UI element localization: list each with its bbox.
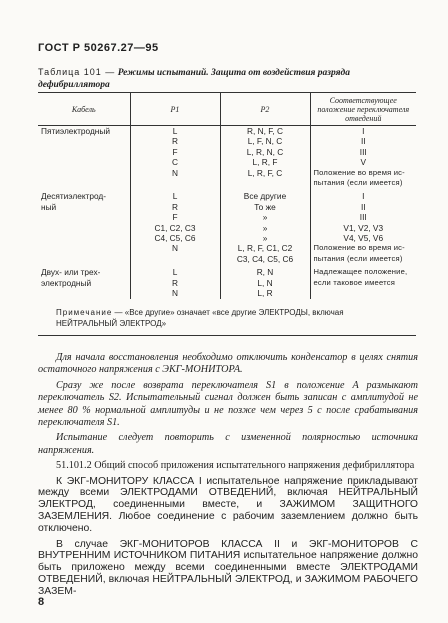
cell-cable: электродный [41,277,92,288]
table-row [38,157,416,167]
cell-cable [38,178,130,188]
cell-p1: F [130,147,220,157]
table-row [38,243,416,253]
paragraph: Сразу же после возврата переключателя S1 в положение A размыкают переключатель S2. Испытательный сигнал должен быть записан с амплитудой не менее 80 % нормальной амплитуды и не позже чем через 5 с после срабатывания переключателя S1. [38,379,418,429]
body-text [38,352,418,602]
cell-p2: L, R, F, C [220,168,310,178]
table-row [38,191,416,201]
cell-p1 [130,254,220,264]
cell-switch-position: II [310,136,416,146]
table-row [38,223,416,233]
table-note-row [38,299,416,336]
cell-p1: C4, C5, C6 [130,233,220,243]
table-caption [38,66,418,91]
cell-switch-position: I [310,191,416,201]
cell-switch-position: II [310,202,416,212]
table-row [38,202,416,212]
column-header-switch-position: Соответствующее положение переключателя отведений [310,93,416,126]
table-row [38,147,416,157]
cell-p1 [130,178,220,188]
table-row [38,254,416,264]
cell-p1: L [130,191,220,201]
cell-cable [38,212,130,222]
cell-cable [38,243,130,253]
cell-cable [38,147,130,157]
table-row [38,233,416,243]
paragraph: Для начала восстановления необходимо отключить конденсатор в целях снятия остаточного напряжения с ЭКГ-МОНИТОРА. [38,352,418,376]
table-row [38,212,416,222]
cell-p2: » [220,223,310,233]
cell-switch-position: Положение во время ис- [310,243,416,253]
table-row [38,278,416,288]
cell-p2: » [220,212,310,222]
cell-p2: R, N [220,267,310,277]
cell-p1: N [130,288,220,298]
table-row [38,126,416,137]
section-heading: 51.101.2 Общий способ приложения испытательного напряжения дефибриллятора [56,460,415,472]
cell-p2 [220,178,310,188]
cell-p2: » [220,233,310,243]
cell-switch-position: если таковое имеется [310,278,416,288]
paragraph: В случае ЭКГ-МОНИТОРОВ КЛАССА II и ЭКГ-МОНИТОРОВ С ВНУТРЕННИМ ИСТОЧНИКОМ ПИТАНИЯ испытательное напряжение должно быть приложено между всеми соединенными вместе ЭЛЕКТРОДАМИ ОТВЕДЕНИЙ, включая НЕЙТРАЛЬНЫЙ ЭЛЕКТРОД, и ЗАЖИМОМ РАБОЧЕГО ЗАЗЕМ- [38,538,418,597]
cell-p1: L [130,267,220,277]
cell-p2: То же [220,202,310,212]
note-label: Примечание [56,307,113,317]
cell-switch-position: V1, V2, V3 [310,223,416,233]
cell-cable: Двух- или трех- [41,267,101,278]
table-note [38,299,416,336]
cell-p1: C [130,157,220,167]
cell-p1: C1, C2, C3 [130,223,220,233]
table-caption-label: Таблица 101 — [38,67,116,77]
cell-switch-position: I [310,126,416,137]
cell-switch-position: пытания (если имеется) [310,178,416,188]
cell-cable [38,288,130,298]
table-row [38,168,416,178]
page-number: 8 [38,596,45,608]
table-row [38,267,416,277]
paragraph: К ЭКГ-МОНИТОРУ КЛАССА I испытательное напряжение прикладывают между всеми ЭЛЕКТРОДАМИ ОТВЕДЕНИЙ, включая НЕЙТРАЛЬНЫЙ ЭЛЕКТРОД, соединенными вместе, и ЗАЖИМОМ ЗАЩИТНОГО ЗАЗЕМЛЕНИЯ. Любое соединение с рабочим заземлением должно быть отключено. [38,475,418,534]
table-row [38,288,416,298]
paragraph: Испытание следует повторить с измененной полярностью источника напряжения. [38,432,418,456]
column-header-cable: Кабель [38,93,130,126]
cell-p2: L, N [220,278,310,288]
cell-switch-position: III [310,147,416,157]
cell-cable: Пятиэлектродный [41,126,110,136]
cell-p1: N [130,168,220,178]
cell-p2: L, R, N, C [220,147,310,157]
cell-p2: R, N, F, C [220,126,310,137]
cell-cable [38,254,130,264]
cell-p2: L, R [220,288,310,298]
cell-p1: R [130,202,220,212]
note-text: — «Все другие» означает «все другие ЭЛЕКТРОДЫ, включая НЕЙТРАЛЬНЫЙ ЭЛЕКТРОД» [56,307,344,328]
cell-switch-position: Положение во время ис- [310,168,416,178]
cell-p2: L, R, F [220,157,310,167]
table-row [38,178,416,188]
table-header-row [38,93,416,126]
cell-p1: F [130,212,220,222]
cell-switch-position: V [310,157,416,167]
cell-p1: L [130,126,220,137]
table-caption-title: Режимы испытаний. Защита от воздействия разряда дефибриллятора [38,68,350,90]
cell-cable: Десятиэлектрод- [41,191,106,202]
cell-p2: L, R, F, C1, C2 [220,243,310,253]
cell-p1: R [130,278,220,288]
table-row [38,136,416,146]
cell-switch-position: III [310,212,416,222]
column-header-p2: P2 [220,93,310,126]
cell-p2: C3, C4, C5, C6 [220,254,310,264]
cell-cable [38,136,130,146]
cell-cable [38,233,130,243]
cell-p1: N [130,243,220,253]
cell-switch-position: Надлежащее положение, [310,267,416,277]
cell-cable: ный [41,201,57,212]
standard-header: ГОСТ Р 50267.27—95 [38,42,159,54]
cell-switch-position: пытания (если имеется) [310,254,416,264]
cell-p2: Все другие [220,191,310,201]
cell-cable [38,223,130,233]
column-header-p1: P1 [130,93,220,126]
cell-p2: L, F, N, C [220,136,310,146]
cell-cable [38,168,130,178]
test-modes-table [38,92,416,336]
cell-switch-position: V4, V5, V6 [310,233,416,243]
cell-p1: R [130,136,220,146]
cell-switch-position [310,288,416,298]
cell-cable [38,157,130,167]
